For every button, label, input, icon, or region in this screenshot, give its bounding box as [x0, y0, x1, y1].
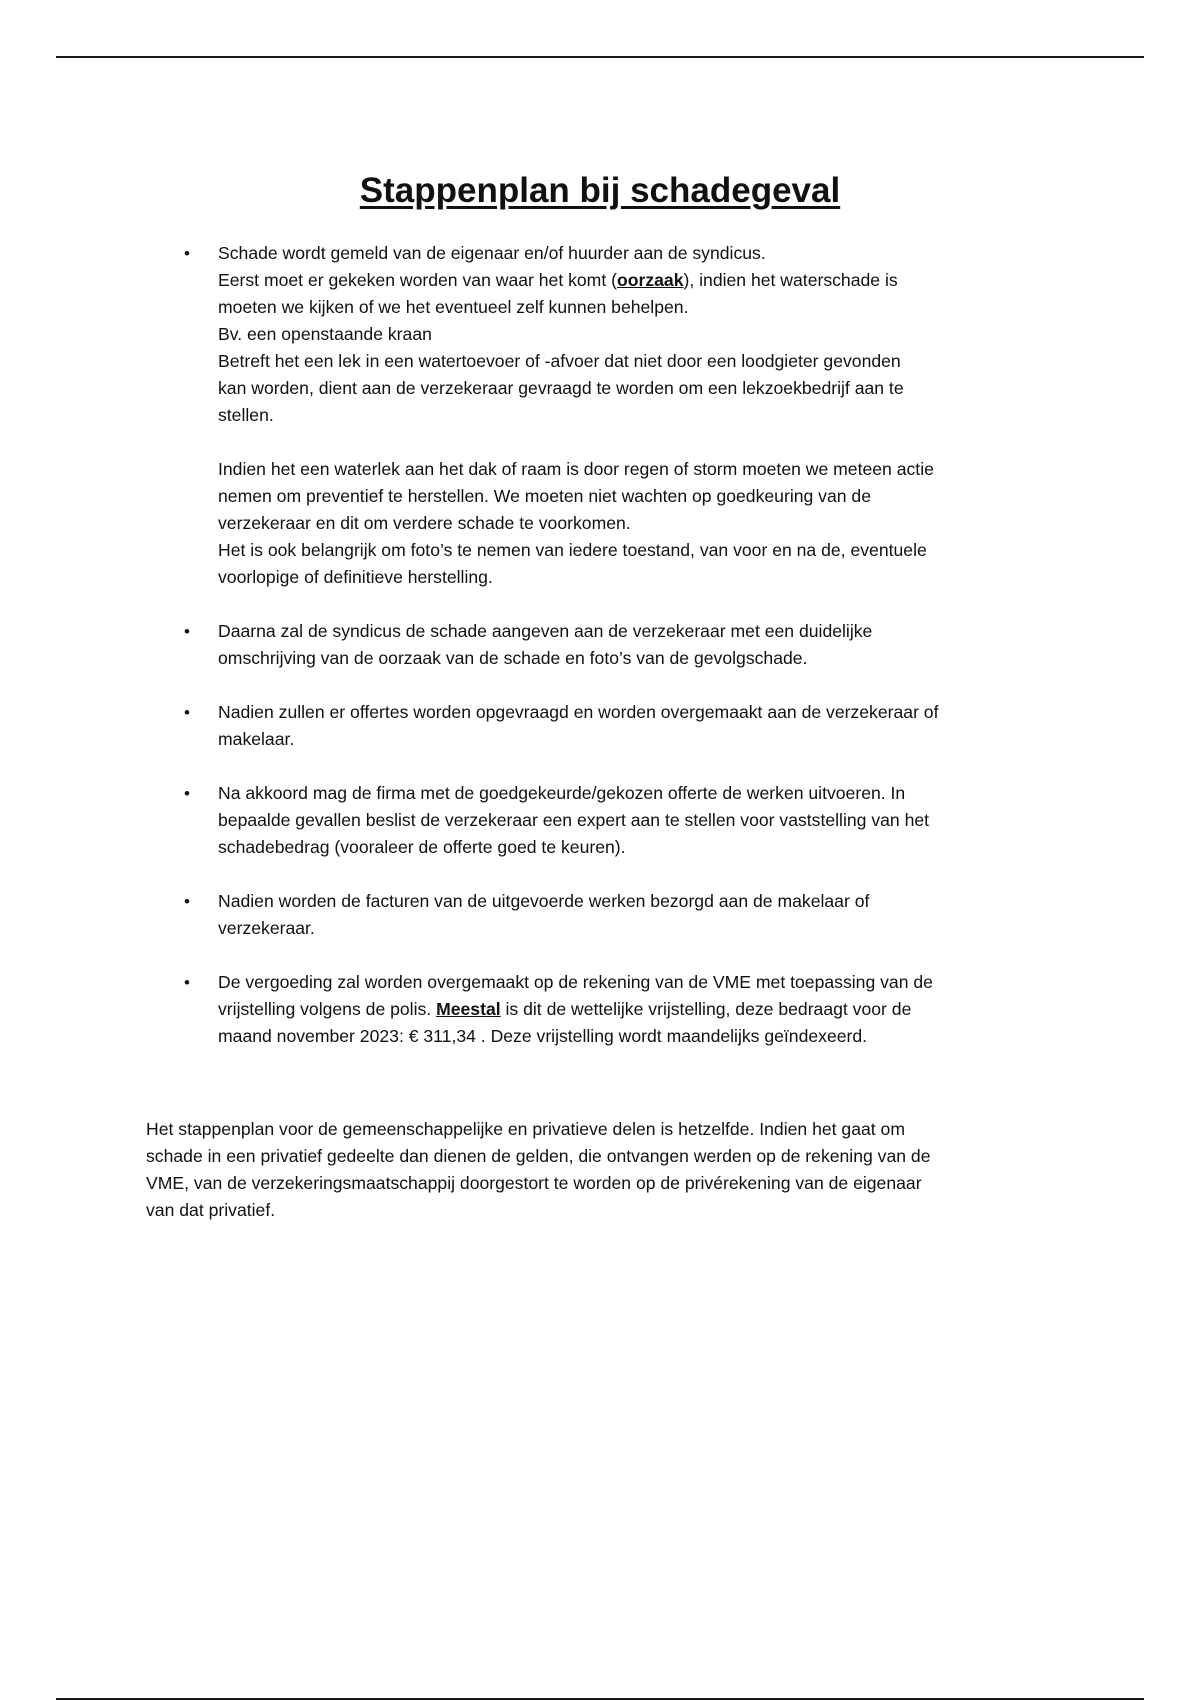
bullet-icon: • — [184, 973, 190, 992]
text-line: kan worden, dient aan de verzekeraar gevraagd te worden om een lekzoekbedrijf aan te — [218, 378, 904, 398]
bullet-icon: • — [184, 784, 190, 803]
step-list — [150, 240, 1070, 1077]
step-compensation — [150, 969, 1070, 1050]
step-approval-works — [150, 780, 1070, 861]
header-rule — [56, 56, 1144, 58]
text-line: Schade wordt gemeld van de eigenaar en/of huurder aan de syndicus. — [218, 243, 766, 263]
text-line: Betreft het een lek in een watertoevoer of -afvoer dat niet door een loodgieter gevonden — [218, 351, 901, 371]
bullet-icon: • — [184, 892, 190, 911]
text-line: schadebedrag (vooraleer de offerte goed te keuren). — [218, 837, 626, 857]
text-line: omschrijving van de oorzaak van de schade en foto’s van de gevolgschade. — [218, 648, 808, 668]
emphasis-usually: Meestal — [436, 999, 501, 1019]
step-report-damage — [150, 240, 1070, 591]
text-line: verzekeraar en dit om verdere schade te voorkomen. — [218, 513, 631, 533]
text-line: Nadien worden de facturen van de uitgevoerde werken bezorgd aan de makelaar of — [218, 891, 870, 911]
text-line: stellen. — [218, 405, 274, 425]
text-line: Het stappenplan voor de gemeenschappelijke en privatieve delen is hetzelfde. Indien het gaat om — [146, 1119, 905, 1139]
text-line: moeten we kijken of we het eventueel zelf kunnen behelpen. — [218, 297, 689, 317]
text-line: Indien het een waterlek aan het dak of raam is door regen of storm moeten we meteen actie — [218, 459, 934, 479]
emphasis-cause: oorzaak — [616, 270, 684, 290]
text-line: Nadien zullen er offertes worden opgevraagd en worden overgemaakt aan de verzekeraar of — [218, 702, 939, 722]
step-request-quotes — [150, 699, 1070, 753]
text-line: De vergoeding zal worden overgemaakt op de rekening van de VME met toepassing van de — [218, 972, 933, 992]
text-line: makelaar. — [218, 729, 295, 749]
text-line: VME, van de verzekeringsmaatschappij doorgestort te worden op de privérekening van de eigenaar — [146, 1173, 922, 1193]
bullet-icon: • — [184, 703, 190, 722]
text-line: vrijstelling volgens de polis. Meestal is dit de wettelijke vrijstelling, deze bedraagt voor de — [218, 999, 912, 1019]
text-line: Eerst moet er gekeken worden van waar het komt (oorzaak), indien het waterschade is — [218, 270, 898, 290]
text-line: maand november 2023: € 311,34 . Deze vrijstelling wordt maandelijks geïndexeerd. — [218, 1026, 868, 1046]
bullet-icon: • — [184, 244, 190, 263]
closing-paragraph — [146, 1116, 1076, 1224]
text-line: voorlopige of definitieve herstelling. — [218, 567, 493, 587]
step-send-invoices — [150, 888, 1070, 942]
paragraph-gap — [218, 429, 1070, 456]
bullet-icon: • — [184, 622, 190, 641]
text-line: Bv. een openstaande kraan — [218, 324, 432, 344]
text-line: bepaalde gevallen beslist de verzekeraar een expert aan te stellen voor vaststelling van het — [218, 810, 930, 830]
text-line: nemen om preventief te herstellen. We moeten niet wachten op goedkeuring van de — [218, 486, 872, 506]
text-line: verzekeraar. — [218, 918, 315, 938]
page-title: Stappenplan bij schadegeval — [359, 171, 841, 211]
text-line: van dat privatief. — [146, 1200, 276, 1220]
text-line: Na akkoord mag de firma met de goedgekeurde/gekozen offerte de werken uitvoeren. In — [218, 783, 906, 803]
text-line: Daarna zal de syndicus de schade aangeven aan de verzekeraar met een duidelijke — [218, 621, 873, 641]
text-line: Het is ook belangrijk om foto’s te nemen van iedere toestand, van voor en na de, eventuele — [218, 540, 927, 560]
step-declare-to-insurer — [150, 618, 1070, 672]
text-line: schade in een privatief gedeelte dan dienen de gelden, die ontvangen werden op de rekening van de — [146, 1146, 931, 1166]
